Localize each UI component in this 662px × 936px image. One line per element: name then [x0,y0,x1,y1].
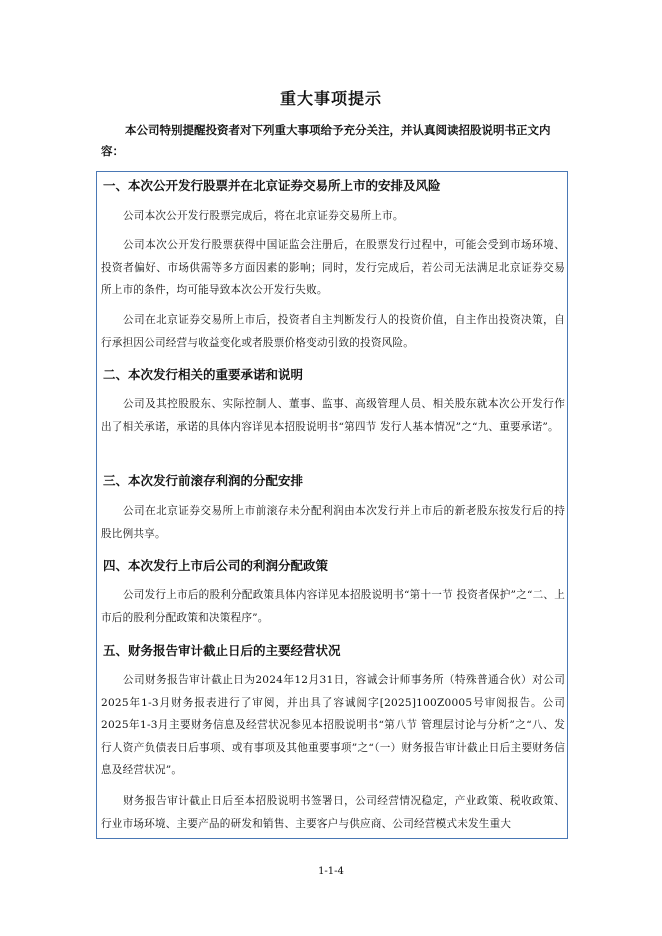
section-5-paragraph-1: 公司财务报告审计截止日为2024年12月31日，容诚会计师事务所（特殊普通合伙）对公司2025年1-3月财务报表进行了审阅，并出具了容诚阅字[2025]100Z0005号审阅报告。公司2025年1-3月主要财务信息及经营状况参见本招股说明书“第八节 管理层讨论与分析”之“八、发行人资产负债表日后事项、或有事项及其他重要事项”之“（一）财务报告审计截止日后主要财务信息及经营状况”。 [101,674,565,776]
section-1-paragraph-3: 公司在北京证券交易所上市后，投资者自主判断发行人的投资价值，自主作出投资决策，自行承担因公司经营与收益变化或者股票价格变动引致的投资风险。 [101,314,565,349]
matters-box [96,171,568,839]
intro-notice: 本公司特别提醒投资者对下列重大事项给予充分关注，并认真阅读招股说明书正文内容： [101,123,551,158]
section-3-paragraph-1: 公司在北京证券交易所上市前滚存未分配利润由本次发行并上市后的新老股东按发行后的持股比例共享。 [101,505,565,540]
section-heading-1: 一、本次公开发行股票并在北京证券交易所上市的安排及风险 [103,178,441,193]
section-heading-5: 五、财务报告审计截止日后的主要经营状况 [103,643,341,658]
section-1-paragraph-2: 公司本次公开发行股票获得中国证监会注册后，在股票发行过程中，可能会受到市场环境、投资者偏好、市场供需等多方面因素的影响；同时，发行完成后，若公司无法满足北京证券交易所上市的条件，均可能导致本次公开发行失败。 [101,239,565,296]
section-1-paragraph-1: 公司本次公开发行股票完成后，将在北京证券交易所上市。 [123,210,404,222]
section-2-paragraph-1: 公司及其控股股东、实际控制人、董事、监事、高级管理人员、相关股东就本次公开发行作出了相关承诺，承诺的具体内容详见本招股说明书“第四节 发行人基本情况”之“九、重要承诺”。 [101,398,565,433]
page-title: 重大事项提示 [279,89,382,108]
section-5-paragraph-2: 财务报告审计截止日后至本招股说明书签署日，公司经营情况稳定，产业政策、税收政策、行业市场环境、主要产品的研发和销售、主要客户与供应商、公司经营模式未发生重大 [101,795,565,830]
section-heading-4: 四、本次发行上市后公司的利润分配政策 [103,558,329,573]
section-heading-2: 二、本次发行相关的重要承诺和说明 [103,367,304,382]
section-heading-3: 三、本次发行前滚存利润的分配安排 [103,473,304,488]
page-number: 1-1-4 [318,866,344,877]
section-4-paragraph-1: 公司发行上市后的股利分配政策具体内容详见本招股说明书“第十一节 投资者保护”之“二、上市后的股利分配政策和决策程序”。 [101,589,565,624]
